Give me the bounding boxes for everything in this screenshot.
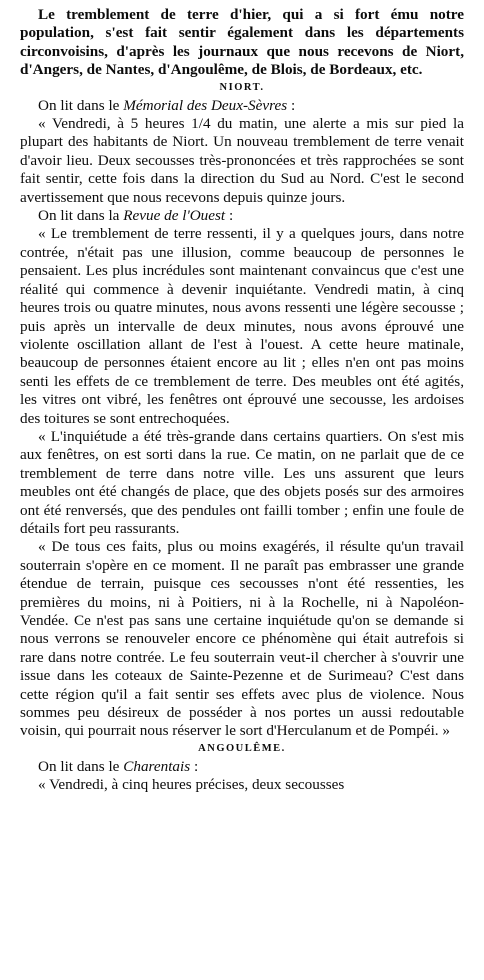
revue-paragraph-1: « Le tremblement de terre ressenti, il y a quelques jours, dans notre contrée, n'était pas une illusion, comme beaucoup de personnes le pensaient. Les plus incrédules sont maintenant convaincus que c'est une réalité qui commence à devenir inquiétante. Vendredi matin, à cinq heures trois ou quatre minutes, nous avons ressenti une légère secousse ; puis après un intervalle de deux minutes, nous avons éprouvé une violente oscillation allant de l'est à l'ouest. A cette heure matinale, beaucoup de personnes étaient encore au lit ; elles n'en ont pas moins senti les effets de ce tremblement de terre. Des meubles ont été agités, les vitres ont vibré, les fenêtres ont éprouvé une secousse, les ardoises des toitures se sont entrechoquées. xyxy=(20,225,464,427)
charentais-intro-pre: On lit dans le xyxy=(38,757,124,775)
revue-paragraph-2: « L'inquiétude a été très-grande dans certains quartiers. On s'est mis aux fenêtres, on est sorti dans la rue. Ce matin, on ne parlait que de ce tremblement de terre dans notre ville. Les uns assurent que leurs meubles ont été changés de place, que des objets posés sur des armoires ont été renversés, que des pendules ont failli tomber ; enfin une foule de détails fort peu rassurants. xyxy=(20,427,464,537)
section-heading-niort: NIORT. xyxy=(219,81,265,93)
charentais-intro-post: : xyxy=(190,757,199,775)
revue-intro-post: : xyxy=(225,207,234,225)
charentais-intro xyxy=(20,758,464,776)
memorial-intro-post: : xyxy=(287,96,296,114)
memorial-intro xyxy=(20,97,464,115)
revue-paragraph-3: « De tous ces faits, plus ou moins exagérés, il résulte qu'un travail souterrain s'opère en ce moment. Il ne paraît pas embrasser une grande étendue de terrain, puisque ces secousses n'ont été ressenties, les premières du moins, ni à Poitiers, ni à la Rochelle, ni à Napoléon-Vendée. Ce n'est pas sans une certaine inquiétude qu'on se demande si nous verrons se renouveler encore ce phénomène qui était autrefois si rare dans notre contrée. Le feu souterrain veut-il chercher à s'ouvrir une issue dans les coteaux de Sainte-Pezenne et de Surimeau? C'est dans cette région qu'il a fait sentir ses effets avec plus de violence. Nous sommes peu désireux de posséder à nos portes un aussi redoutable voisin, qui pourrait nous réserver le sort d'Herculanum et de Pompéi. » xyxy=(20,538,464,740)
section-heading-angouleme: ANGOULÊME. xyxy=(198,742,286,754)
memorial-source-title: Mémorial des Deux-Sèvres xyxy=(123,96,288,114)
charentais-source-title: Charentais xyxy=(123,757,191,775)
newspaper-column xyxy=(20,6,464,795)
memorial-paragraph: « Vendredi, à 5 heures 1/4 du matin, une alerte a mis sur pied la plupart des habitants de Niort. Un nouveau tremblement de terre venait d'avoir lieu. Deux secousses très-prononcées et très rapprochées se sont fait sentir, cette fois dans la direction du Sud au Nord. C'est le second avertissement que nous recevons depuis quinze jours. xyxy=(20,115,464,206)
memorial-intro-pre: On lit dans le xyxy=(38,96,124,114)
intro-paragraph: Le tremblement de terre d'hier, qui a si fort ému notre population, s'est fait sentir également dans les départements circonvoisins, d'après les journaux que nous recevons de Niort, d'Angers, de Nantes, d'Angoulême, de Blois, de Bordeaux, etc. xyxy=(20,6,464,79)
revue-source-title: Revue de l'Ouest xyxy=(123,207,226,225)
revue-intro-pre: On lit dans la xyxy=(38,207,124,225)
charentais-paragraph: « Vendredi, à cinq heures précises, deux secousses xyxy=(38,776,345,794)
revue-intro xyxy=(20,207,464,225)
